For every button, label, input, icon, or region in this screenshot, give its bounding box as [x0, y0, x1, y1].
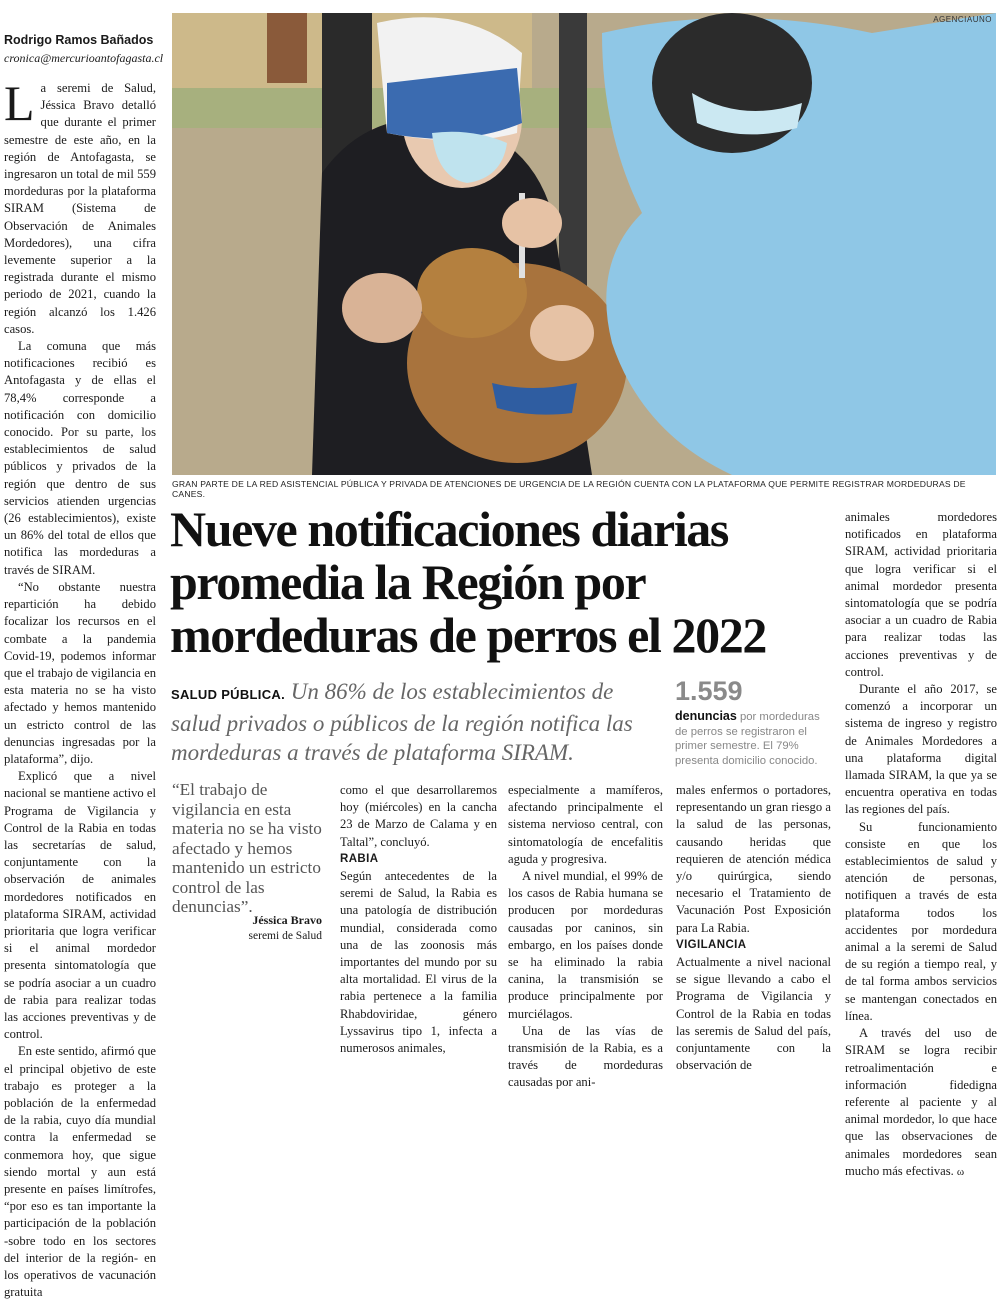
subhead-vigilancia: VIGILANCIA — [676, 938, 747, 951]
paragraph-col5-1: animales mordedores notificados en plataforma SIRAM, actividad prioritaria que logra verificar si el animal mordedor presenta sintomatología que se podría asociar a un cuadro de Rabia para realizar todas las acciones preventivas y de control. — [845, 510, 997, 679]
quote-author: Jéssica Bravo — [252, 913, 322, 927]
paragraph-4: Explicó que a nivel nacional se mantiene activo el Programa de Vigilancia y Control de la Rabia en todas las secretarías de salud, conjuntamente con la observación de animales mordedores notificados en plataforma SIRAM, actividad prioritaria que logra verificar si el animal mordedor presenta sintomatología que se podría asociar a un cuadro de rabia para realizar todas las acciones preventivas y de control. — [4, 769, 156, 1042]
paragraph-col3-1: especialmente a mamíferos, afectando principalmente el sistema nervioso central, con sintomatología de encefalitis aguda y progresiva. — [508, 783, 663, 866]
paragraph-col3-2: A nivel mundial, el 99% de los casos de Rabia humana se producen por mordeduras causadas por caninos, sin embargo, en los países donde se ha eliminado la rabia canina, la transmisión se produce principalmente por murciélagos. — [508, 869, 663, 1021]
column-1 — [4, 75, 156, 1301]
end-mark: ω — [956, 1165, 965, 1178]
paragraph-col4-2: Actualmente a nivel nacional se sigue llevando a cabo el Programa de Vigilancia y Control de la Rabia en todas las seremis de Salud del país, conjuntamente con la observación de — [676, 955, 831, 1073]
paragraph-2: La comuna que más notificaciones recibió es Antofagasta y de ellas el 78,4% corresponde a notificación con domicilio conocido. Por su parte, los establecimientos de salud públicos y privados de la región que dentro de sus servicios atienden urgencias (26 establecimientos), existe un 86% del total de ellos que notifica las mordeduras a través de SIRAM. — [4, 339, 156, 577]
paragraph-col4-1: males enfermos o portadores, representando un gran riesgo a la salud de las personas, causando heridas que requieren de atención médica y/o quirúrgica, siendo necesario el Tratamiento de Vacunación Post Exposición para La Rabia. — [676, 783, 831, 935]
paragraph-col2-2: Según antecedentes de la seremi de Salud, la Rabia es una patología de distribución mundial, considerada como una de las zoonosis más importantes del mundo por su alta mortalidad. El virus de la rabia pertenece a la familia Rhabdoviridae, género Lyssavirus tipo 1, infecta a numerosos animales, — [340, 869, 497, 1056]
stat-number: 1.559 — [675, 676, 743, 706]
paragraph-1: La seremi de Salud, Jéssica Bravo detalló que durante el primer semestre de este año, en la región de Antofagasta, se ingresaron un total de mil 559 mordeduras por la plataforma SIRAM (Sistema de Observación de Animales Mordedores), una cifra levemente superior a la registrada durante el mismo periodo de 2021, cuando la región alcanzó los 1.426 casos. — [4, 75, 156, 336]
column-2 — [340, 782, 497, 1057]
deck — [171, 677, 661, 767]
column-5 — [845, 509, 997, 1181]
drop-cap: L — [4, 75, 35, 131]
byline-author: Rodrigo Ramos Bañados — [4, 33, 154, 47]
paragraph-col5-3: Su funcionamiento consiste en que los establecimientos de salud y atención de personas, notifiquen a través de esta plataforma todos los accidentes por mordedura animal a la seremi de Salud de su región a tiempo real, y de tal forma ambos servicios se mantengan conectados en línea. — [845, 819, 997, 1023]
article-photo — [172, 13, 996, 475]
paragraph-col5-4: A través del uso de SIRAM se logra recibir retroalimentación e información fidedigna referente al paciente y al animal mordedor, lo que hace que las observaciones de animales mordedores sean mucho más efectivas. ω — [845, 1026, 997, 1178]
byline-email[interactable]: cronica@mercurioantofagasta.cl — [4, 51, 164, 65]
paragraph-col3-3: Una de las vías de transmisión de la Rabia, es a través de mordeduras causadas por ani- — [508, 1023, 663, 1090]
vaccination-photo-illustration — [172, 13, 996, 475]
paragraph-col5-2: Durante el año 2017, se comenzó a incorporar un sistema de ingreso y registro de Animales Mordedores a una plataforma digital llamada SIRAM, la que ya se encuentra operativa en todas las regiones del país. — [845, 682, 997, 817]
stat-bold: denuncias — [675, 709, 737, 723]
pull-quote: “El trabajo de vigilancia en esta materia no se ha visto afectado y hemos mantenido un estricto control de las denuncias”. — [172, 780, 322, 916]
photo-credit: AGENCIAUNO — [933, 15, 992, 24]
column-4 — [676, 782, 831, 1074]
deck-kicker: SALUD PÚBLICA. — [171, 687, 285, 702]
paragraph-col2-1: como el que desarrollaremos hoy (miércoles) en la cancha 23 de Marzo de Calama y en Taltal”, concluyó. — [340, 783, 497, 849]
headline: Nueve notificaciones diarias promedia la Región por mordeduras de perros el 2022 — [170, 501, 766, 663]
column-3 — [508, 782, 663, 1092]
stat-description: denuncias por mordeduras de perros se registraron el primer semestre. El 79% presenta domicilio conocido. — [675, 709, 820, 767]
photo-caption: GRAN PARTE DE LA RED ASISTENCIAL PÚBLICA Y PRIVADA DE ATENCIONES DE URGENCIA DE LA REGIÓN CUENTA CON LA PLATAFORMA QUE PERMITE REGISTRAR MORDEDURAS DE CANES. — [172, 479, 966, 499]
quote-role: seremi de Salud — [248, 930, 322, 942]
paragraph-3: “No obstante nuestra repartición ha debido focalizar los recursos en el combate a la pandemia Covid-19, podemos informar que el trabajo de vigilancia en esta materia no se ha visto afectado y hemos mantenido un estricto control de las denuncias ingresadas por la plataforma”, dijo. — [4, 579, 156, 766]
paragraph-5: En este sentido, afirmó que el principal objetivo de este trabajo es proteger a la población de la enfermedad de la rabia, cuyo día mundial contra la enfermedad se conmemora hoy, que sigue siendo mortal y aun está presente en países limítrofes, “por eso es tan importante la participación de la población -sobre todo en los sectores del interior de la región- en los operativos de vacunación gratuita — [4, 1044, 156, 1300]
subhead-rabia: RABIA — [340, 852, 379, 865]
deck-text: Un 86% de los establecimientos de salud privados o públicos de la región notifica las mordeduras a través de plataforma SIRAM. — [171, 679, 633, 765]
